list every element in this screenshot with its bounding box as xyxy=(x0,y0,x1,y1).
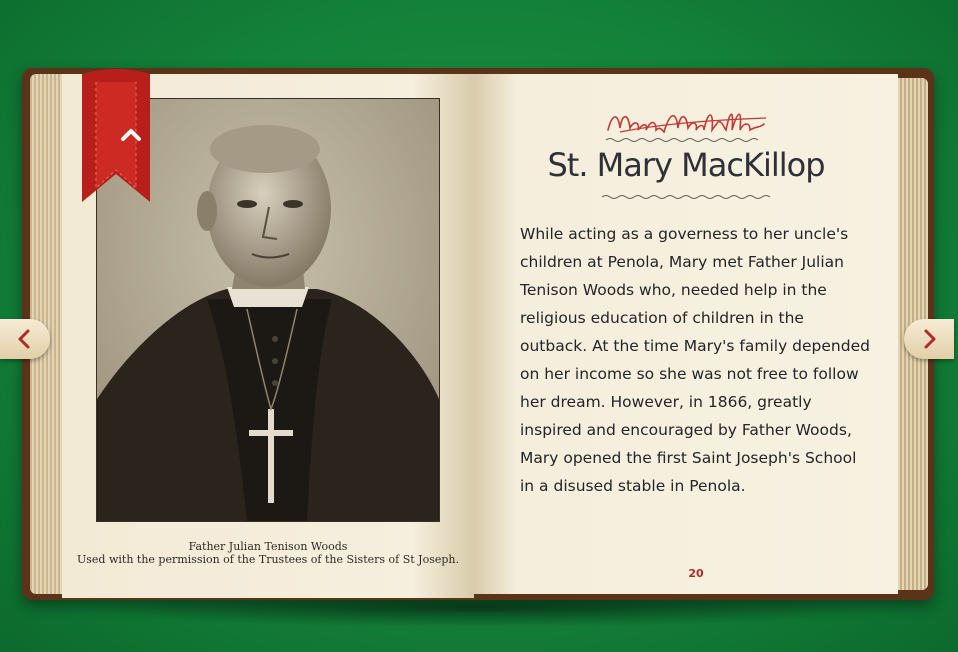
chevron-up-icon xyxy=(102,105,160,161)
signature-image xyxy=(600,100,770,146)
chevron-right-icon xyxy=(917,327,941,351)
caption-credit: Used with the permission of the Trustees of the Sisters of St Joseph. xyxy=(77,553,459,566)
page-title: St. Mary MacKillop xyxy=(547,146,825,184)
caption-name: Father Julian Tenison Woods xyxy=(188,540,348,553)
next-page-button[interactable] xyxy=(904,319,954,359)
page-number: 20 xyxy=(688,567,704,580)
title-underline xyxy=(600,192,772,202)
photo-caption xyxy=(62,540,474,566)
chevron-left-icon xyxy=(13,327,37,351)
previous-page-button[interactable] xyxy=(0,319,50,359)
bookmark-up-button[interactable] xyxy=(96,104,154,160)
story-text: While acting as a governess to her uncle's children at Penola, Mary met Father Julian Tenison Woods who, needed help in the religious education of children in the outback. At the time Mary's family depended on her income so she was not free to follow her dream. However, in 1866, greatly inspired and encouraged by Father Woods, Mary opened the first Saint Joseph's School in a disused stable in Penola. xyxy=(520,225,870,495)
